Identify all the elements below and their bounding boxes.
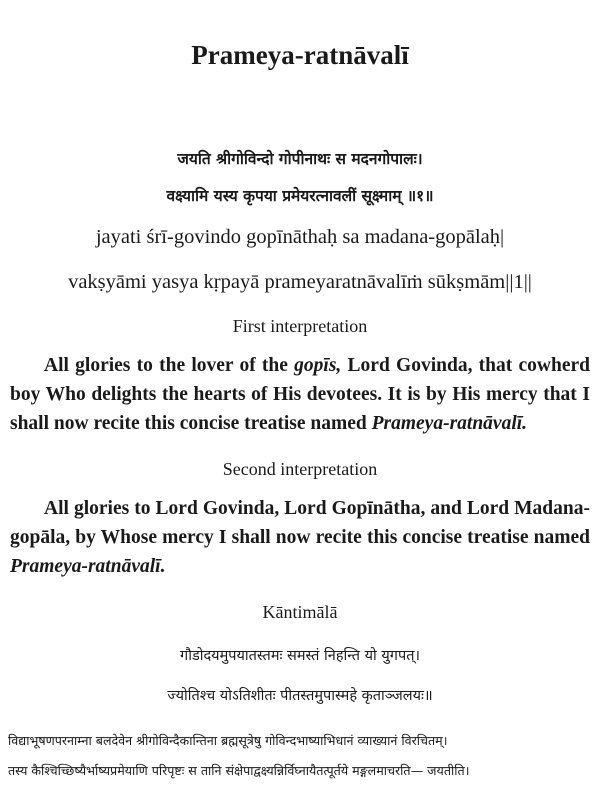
kantimala-verse-line-2: ज्योतिश्च योऽतिशीतः पीतस्तमुपास्महे कृताञ्जलयः॥: [167, 688, 433, 704]
commentary-line-1: विद्याभूषणपरनाम्ना बलदेवेन श्रीगोविन्दैकान्तिना ब्रह्मसूत्रेषु गोविन्दभाष्याभिधानं व्याख्यानं विरचितम्।: [8, 733, 448, 748]
verse-devanagari-line-1: जयति श्रीगोविन्दो गोपीनाथः स मदनगोपालः।: [177, 150, 423, 168]
first-interpretation-heading: First interpretation: [232, 316, 368, 336]
verse-transliteration-line-2: vakṣyāmi yasya kṛpayā prameyaratnāvalīṁ sūkṣmām||1||: [68, 271, 532, 293]
first-interpretation-paragraph: All glories to the lover of the gopīs, Lord Govinda, that cowherd boy Who delights the hearts of His devotees. It is by His mercy that I shall now recite this concise treatise named Prameya-ratnāvalī.: [10, 355, 590, 434]
verse-devanagari-line-2: वक्ष्यामि यस्य कृपया प्रमेयरत्नावलीं सूक्ष्माम् ॥१॥: [166, 187, 434, 205]
second-interpretation-heading: Second interpretation: [222, 459, 378, 479]
gopis-term: gopīs,: [294, 355, 342, 376]
second-interpretation-paragraph: All glories to Lord Govinda, Lord Gopīnātha, and Lord Madana-gopāla, by Whose mercy I shall now recite this concise treatise named Prameya-ratnāvalī.: [10, 498, 590, 577]
work-title: Prameya-ratnāvalī.: [371, 413, 528, 434]
commentary-line-2: तस्य कैश्चिच्छिष्यैर्भाष्यप्रमेयाणि परिपृष्टः स तानि संक्षेपाद्वक्ष्यन्निर्विघ्नायैतत्पूर्तये मङ्गलमाचरति— जयतीति।: [8, 763, 470, 778]
kantimala-verse-line-1: गौडोदयमुपयातस्तमः समस्तं निहन्ति यो युगपत्।: [180, 648, 420, 664]
verse-transliteration-line-1: jayati śrī-govindo gopīnāthaḥ sa madana-gopālaḥ|: [95, 226, 505, 248]
work-title: Prameya-ratnāvalī.: [10, 556, 166, 577]
page-title: Prameya-ratnāvalī: [191, 40, 409, 70]
kantimala-heading: Kāntimālā: [262, 602, 338, 622]
